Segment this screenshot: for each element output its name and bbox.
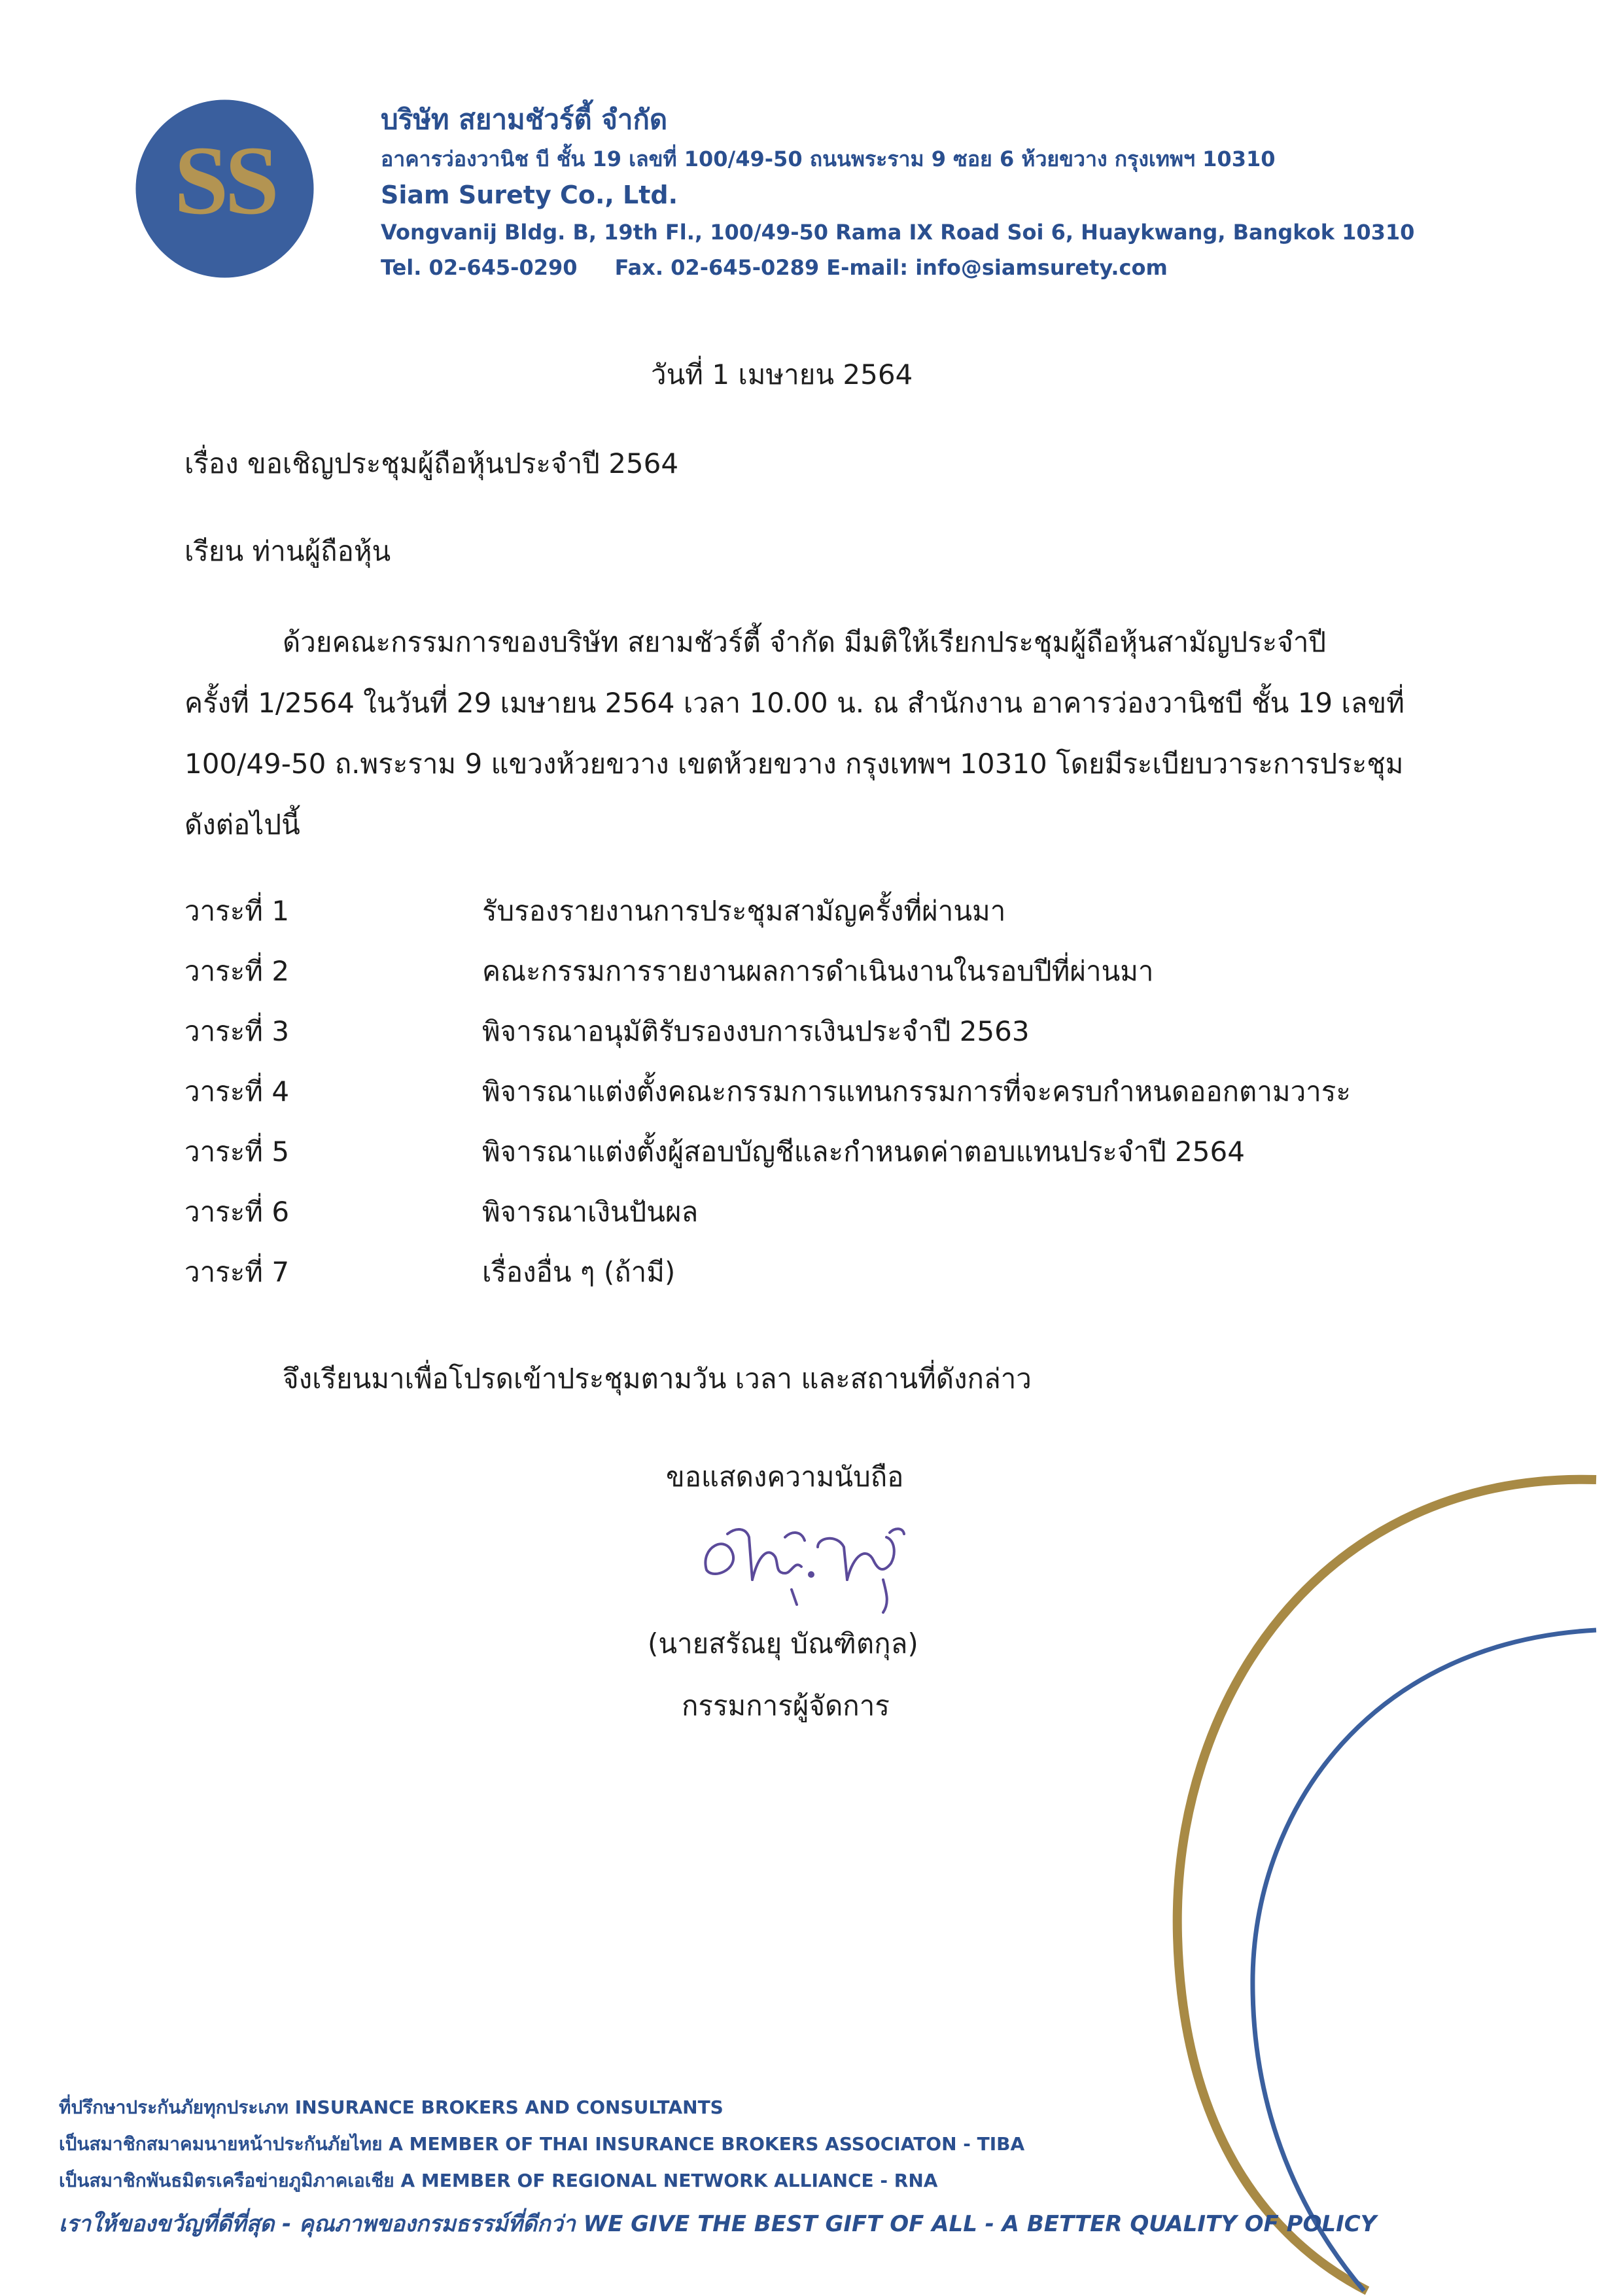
logo-emblem xyxy=(134,98,315,279)
footer-line-tiba: เป็นสมาชิกสมาคมนายหน้าประกันภัยไทย A MEMBER OF THAI INSURANCE BROKERS ASSOCIATON - TIBA xyxy=(59,2133,1025,2155)
footer-slogan: เราให้ของขวัญที่ดีที่สุด - คุณภาพของกรมธรรม์ที่ดีกว่า WE GIVE THE BEST GIFT OF ALL - A BETTER QUALITY OF POLICY xyxy=(59,2211,1377,2237)
company-fax-email: Fax. 02-645-0289 E-mail: info@siamsurety.com xyxy=(614,255,1168,280)
company-tel: Tel. 02-645-0290 xyxy=(381,255,578,280)
agenda-label: วาระที่ 3 xyxy=(184,1015,290,1047)
agenda-text: พิจารณาเงินปันผล xyxy=(482,1196,699,1228)
letter-subject: เรื่อง ขอเชิญประชุมผู้ถือหุ้นประจำปี 2564 xyxy=(184,447,679,479)
signer-name: (นายสรัณยุ บัณฑิตกุล) xyxy=(648,1627,918,1660)
company-name-en: Siam Surety Co., Ltd. xyxy=(381,181,678,209)
letter-paragraph xyxy=(184,612,1405,855)
blue-arc xyxy=(1253,1630,1596,2291)
paragraph-line: 100/49-50 ถ.พระราม 9 แขวงห้วยขวาง เขตห้วยขวาง กรุงเทพฯ 10310 โดยมีระเบียบวาระการประชุม xyxy=(184,748,1404,780)
footer-line-services: ที่ปรึกษาประกันภัยทุกประเภท INSURANCE BROKERS AND CONSULTANTS xyxy=(59,2096,724,2118)
footer-line-rna: เป็นสมาชิกพันธมิตรเครือข่ายภูมิภาคเอเชีย A MEMBER OF REGIONAL NETWORK ALLIANCE - RNA xyxy=(59,2170,938,2191)
agenda-label: วาระที่ 2 xyxy=(184,955,290,987)
gold-arc xyxy=(1178,1480,1596,2291)
agenda-text: รับรองรายงานการประชุมสามัญครั้งที่ผ่านมา xyxy=(482,895,1006,927)
agenda-label: วาระที่ 6 xyxy=(184,1196,290,1228)
closing-phrase: ขอแสดงความนับถือ xyxy=(666,1461,904,1493)
agenda-label: วาระที่ 1 xyxy=(184,895,290,927)
signer-position: กรรมการผู้จัดการ xyxy=(682,1690,890,1722)
company-logo xyxy=(134,98,315,279)
company-contact xyxy=(381,255,1168,280)
letter-salutation: เรียน ท่านผู้ถือหุ้น xyxy=(184,535,391,567)
company-address-th: อาคารว่องวานิช บี ชั้น 19 เลขที่ 100/49-50 ถนนพระราม 9 ซอย 6 ห้วยขวาง กรุงเทพฯ 10310 xyxy=(381,147,1276,171)
paragraph-line: ด้วยคณะกรรมการของบริษัท สยามชัวร์ตี้ จำกัด มีมติให้เรียกประชุมผู้ถือหุ้นสามัญประจำปี xyxy=(283,626,1327,658)
agenda-label: วาระที่ 7 xyxy=(184,1256,290,1288)
paragraph-line: ดังต่อไปนี้ xyxy=(184,809,300,841)
logo-text: SS xyxy=(174,126,275,235)
company-name-th: บริษัท สยามชัวร์ตี้ จำกัด xyxy=(381,103,668,135)
paragraph-line: ครั้งที่ 1/2564 ในวันที่ 29 เมษายน 2564 เวลา 10.00 น. ณ สำนักงาน อาคารว่องวานิชบี ชั้น 19 เลขที่ xyxy=(184,687,1405,719)
letter-date: วันที่ 1 เมษายน 2564 xyxy=(651,358,913,391)
agenda-label: วาระที่ 5 xyxy=(184,1136,290,1168)
agenda-text: พิจารณาแต่งตั้งผู้สอบบัญชีและกำหนดค่าตอบแทนประจำปี 2564 xyxy=(482,1136,1245,1168)
handwritten-signature xyxy=(687,1508,922,1619)
agenda-text: พิจารณาแต่งตั้งคณะกรรมการแทนกรรมการที่จะครบกำหนดออกตามวาระ xyxy=(482,1075,1351,1107)
agenda-text: พิจารณาอนุมัติรับรองงบการเงินประจำปี 2563 xyxy=(482,1015,1030,1047)
agenda-text: คณะกรรมการรายงานผลการดำเนินงานในรอบปีที่ผ่านมา xyxy=(482,955,1154,987)
signature-graphic xyxy=(687,1508,922,1619)
closing-paragraph: จึงเรียนมาเพื่อโปรดเข้าประชุมตามวัน เวลา และสถานที่ดังกล่าว xyxy=(283,1363,1032,1395)
agenda-label: วาระที่ 4 xyxy=(184,1075,290,1107)
agenda-text: เรื่องอื่น ๆ (ถ้ามี) xyxy=(482,1256,676,1288)
company-address-en: Vongvanij Bldg. B, 19th Fl., 100/49-50 Rama IX Road Soi 6, Huaykwang, Bangkok 10310 xyxy=(381,220,1415,245)
